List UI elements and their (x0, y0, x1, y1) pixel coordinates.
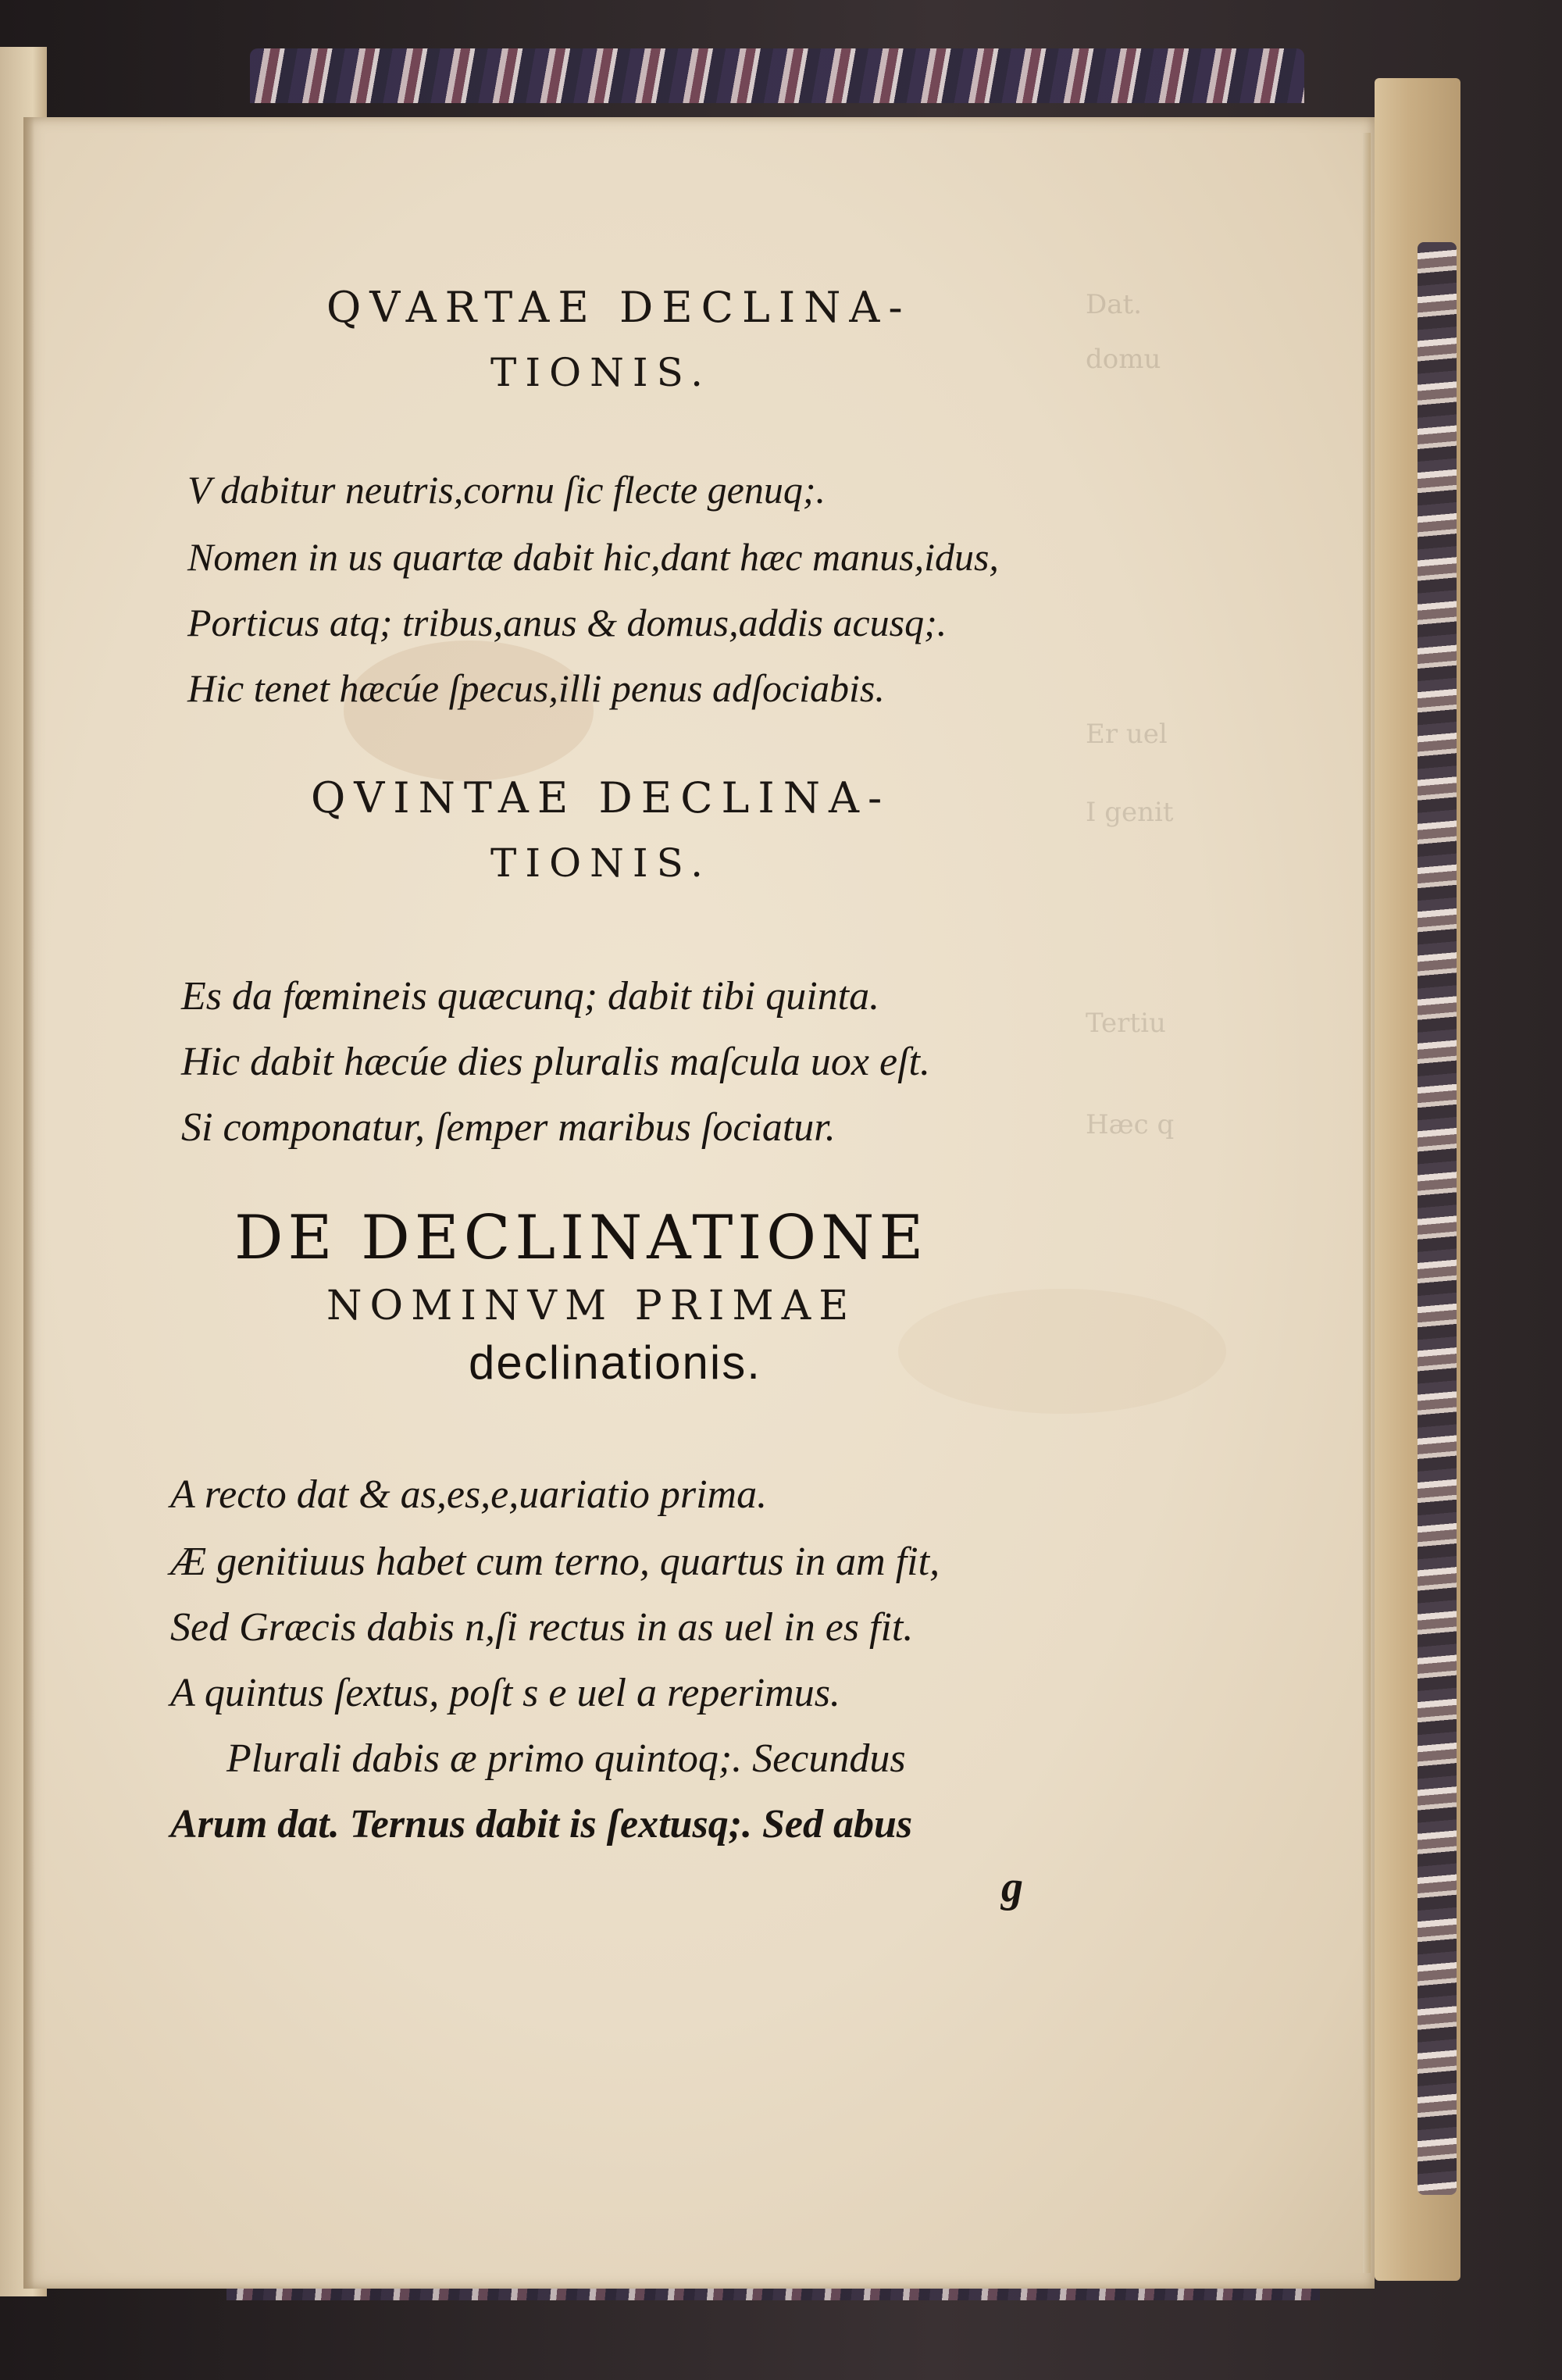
show-through-text: Dat. (1086, 289, 1143, 320)
marbled-edge-right (1418, 242, 1457, 2195)
signature-mark: g (1001, 1863, 1023, 1911)
section-heading-quartae-cont: TIONIS. (490, 350, 711, 395)
verse-line: V dabitur neutris,cornu ſic flecte genuq;. (187, 468, 826, 512)
verse-line: A quintus ſextus, poſt s e uel a reperimus. (170, 1671, 840, 1715)
page-edge (1363, 133, 1371, 2273)
show-through-text: Er uel (1086, 719, 1168, 750)
verse-line: Hic dabit hæcúe dies pluralis maſcula uox eſt. (181, 1040, 930, 1084)
verse-line: Si componatur, ſemper maribus ſociatur. (181, 1105, 836, 1150)
section-heading-nominum: NOMINVM PRIMAE (326, 1283, 857, 1329)
show-through-text: I genit (1086, 797, 1174, 828)
section-heading-quintae-cont: TIONIS. (490, 840, 711, 886)
show-through-text: Hæc q (1086, 1109, 1175, 1140)
verse-line: Nomen in us quartæ dabit hic,dant hæc manus,idus, (187, 535, 999, 579)
show-through-text: Tertiu (1086, 1008, 1166, 1039)
foxing-stain (344, 640, 594, 781)
verse-line: Porticus atq; tribus,anus & domus,addis acusq;. (187, 601, 947, 644)
verse-line: Arum dat. Ternus dabit is ſextusq;. Sed abus (170, 1802, 913, 1847)
page-gutter-shadow (23, 117, 34, 2289)
verse-line: Sed Græcis dabis n,ſi rectus in as uel in es fit. (170, 1605, 914, 1650)
section-heading-de-declinatione: DE DECLINATIONE (234, 1203, 929, 1273)
show-through-text: domu (1086, 344, 1161, 375)
foxing-stain (898, 1289, 1226, 1414)
section-heading-quartae: QVARTAE DECLINA- (326, 283, 911, 332)
verse-line: Es da fœmineis quæcunq; dabit tibi quinta. (181, 974, 880, 1019)
marbled-edge-top (250, 48, 1304, 103)
verse-line: Plurali dabis æ primo quintoq;. Secundus (226, 1736, 906, 1781)
section-heading-quintae: QVINTAE DECLINA- (311, 773, 891, 822)
verse-line: Hic tenet hæcúe ſpecus,illi penus adſociabis. (187, 666, 885, 710)
verse-line: A recto dat & as,es,e,uariatio prima. (170, 1472, 768, 1517)
verse-line: Æ genitiuus habet cum terno, quartus in am fit, (170, 1540, 940, 1584)
section-heading-declinationis: declinationis. (469, 1336, 761, 1389)
